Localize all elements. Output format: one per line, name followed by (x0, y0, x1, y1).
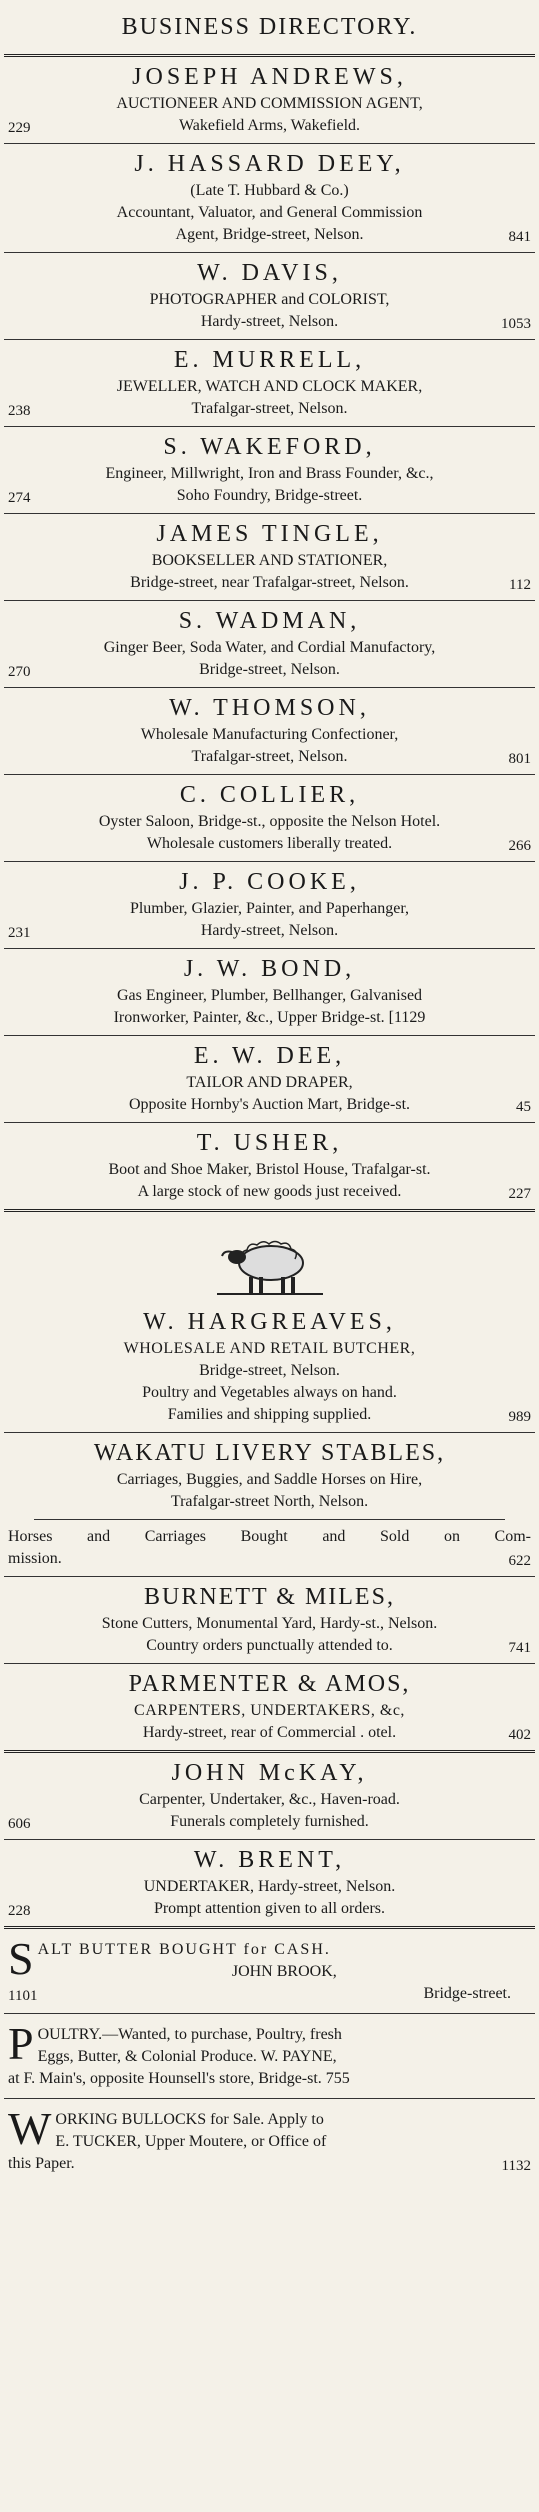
ad-number: 238 (8, 403, 31, 419)
ad-line: Soho Foundry, Bridge-street. (176, 487, 363, 504)
ad-title: J. HASSARD DEEY, (134, 151, 405, 177)
ad-line: Funerals completely furnished. (170, 1813, 369, 1830)
ad-line: Gas Engineer, Plumber, Bellhanger, Galvanised (116, 987, 423, 1004)
ad-salt-butter (0, 1929, 539, 2013)
ad-number: 622 (508, 1553, 531, 1569)
ad-title: JOHN McKAY, (171, 1760, 368, 1786)
ad-listing (0, 427, 539, 513)
drop-cap: W (8, 2103, 52, 2154)
ad-line: TAILOR AND DRAPER, (186, 1074, 353, 1091)
ad-wakatu (0, 1433, 539, 1576)
ad-line: Plumber, Glazier, Painter, and Paperhanger, (129, 900, 410, 917)
ad-line: AUCTIONEER AND COMMISSION AGENT, (116, 95, 423, 112)
ad-line: Country orders punctually attended to. (146, 1637, 393, 1654)
ad-number: 45 (516, 1099, 531, 1115)
ad-number: 402 (508, 1727, 531, 1743)
ad-number: 266 (508, 838, 531, 854)
ad-line: Hardy-street, rear of Commercial . otel. (142, 1724, 397, 1741)
ad-title: BURNETT & MILES, (144, 1584, 395, 1610)
business-listings (0, 57, 539, 1212)
ad-title: WAKATU LIVERY STABLES, (93, 1440, 446, 1466)
ad-title: W. BRENT, (193, 1847, 346, 1873)
ad-number: 741 (508, 1640, 531, 1656)
ad-brent (0, 1840, 539, 1926)
ad-line: (Late T. Hubbard & Co.) (190, 182, 349, 199)
ad-title: W. HARGREAVES, (143, 1309, 396, 1335)
ad-listing (0, 949, 539, 1035)
ad-title: PARMENTER & AMOS, (128, 1671, 411, 1697)
ad-line: Bridge-street. (423, 1985, 511, 2002)
divider (34, 1519, 505, 1520)
ad-listing (0, 862, 539, 948)
ad-listing (0, 1123, 539, 1209)
ad-line: Wholesale customers liberally treated. (146, 835, 393, 852)
ad-line: Horses and Carriages Bought and Sold on Com- (8, 1528, 531, 1545)
ad-listing (0, 514, 539, 600)
ad-line: Eggs, Butter, & Colonial Produce. W. PAYNE, (37, 2048, 337, 2065)
ad-number: 227 (508, 1186, 531, 1202)
ad-line: Boot and Shoe Maker, Bristol House, Trafalgar-st. (108, 1161, 431, 1178)
drop-cap: S (8, 1933, 34, 1984)
ad-line: ORKING BULLOCKS for Sale. Apply to (55, 2111, 324, 2128)
ad-line: Trafalgar-street, Nelson. (191, 400, 348, 417)
ad-title: S. WAKEFORD, (163, 434, 376, 460)
ad-line: Stone Cutters, Monumental Yard, Hardy-st., Nelson. (101, 1615, 438, 1632)
ad-line: UNDERTAKER, Hardy-street, Nelson. (143, 1878, 396, 1895)
ad-line: Prompt attention given to all orders. (153, 1900, 386, 1917)
ad-line: Accountant, Valuator, and General Commission (116, 204, 423, 221)
ad-line: Wholesale Manufacturing Confectioner, (140, 726, 399, 743)
ad-bullocks (0, 2099, 539, 2183)
ad-line: at F. Main's, opposite Hounsell's store, Bridge-st. 755 (8, 2070, 350, 2087)
ad-title: W. THOMSON, (169, 695, 370, 721)
ad-mckay (0, 1753, 539, 1839)
ad-title: S. WADMAN, (178, 608, 361, 634)
ad-line: JEWELLER, WATCH AND CLOCK MAKER, (116, 378, 423, 395)
ad-line: CARPENTERS, UNDERTAKERS, &c, (134, 1702, 405, 1719)
ad-line: this Paper. (8, 2155, 75, 2172)
ad-number: 228 (8, 1903, 31, 1919)
ad-listing (0, 601, 539, 687)
ad-line: Trafalgar-street North, Nelson. (170, 1493, 369, 1510)
ad-line: Oyster Saloon, Bridge-st., opposite the Nelson Hotel. (98, 813, 441, 830)
ad-line: OULTRY.—Wanted, to purchase, Poultry, fresh (37, 2026, 342, 2043)
ad-title: JOSEPH ANDREWS, (132, 64, 407, 90)
ad-listing (0, 775, 539, 861)
ad-listing (0, 57, 539, 143)
ad-listing (0, 253, 539, 339)
ad-line: Carpenter, Undertaker, &c., Haven-road. (139, 1791, 400, 1808)
ad-listing (0, 144, 539, 252)
ad-line: Trafalgar-street, Nelson. (191, 748, 348, 765)
ad-number: 989 (508, 1409, 531, 1425)
ad-number: 606 (8, 1816, 31, 1832)
ad-parmenter (0, 1664, 539, 1750)
ad-title: C. COLLIER, (179, 782, 360, 808)
drop-cap: P (8, 2018, 34, 2069)
ad-line: Bridge-street, Nelson. (199, 661, 340, 678)
ad-title: E. MURRELL, (173, 347, 366, 373)
ad-line: Poultry and Vegetables always on hand. (142, 1384, 397, 1401)
ad-number: 1132 (501, 2158, 531, 2174)
ad-line: Opposite Hornby's Auction Mart, Bridge-st. (128, 1096, 411, 1113)
ad-line: BOOKSELLER AND STATIONER, (151, 552, 388, 569)
ad-number: 231 (8, 925, 31, 941)
ad-listing (0, 1036, 539, 1122)
ad-title: J. W. BOND, (183, 956, 356, 982)
ad-line: PHOTOGRAPHER and COLORIST, (149, 291, 390, 308)
ad-number: 112 (509, 577, 531, 593)
ad-number: 229 (8, 120, 31, 136)
ad-number: 1053 (501, 316, 531, 332)
ad-poultry (0, 2014, 539, 2098)
ad-title: J. P. COOKE, (179, 869, 360, 895)
ad-line: JOHN BROOK, (231, 1963, 337, 1980)
ad-burnett (0, 1577, 539, 1663)
ad-line: Engineer, Millwright, Iron and Brass Founder, &c., (105, 465, 434, 482)
ad-title: JAMES TINGLE, (156, 521, 383, 547)
ad-line: Wakefield Arms, Wakefield. (178, 117, 361, 134)
ad-line: E. TUCKER, Upper Moutere, or Office of (55, 2133, 327, 2150)
ad-line: Bridge-street, near Trafalgar-street, Nelson. (130, 574, 409, 591)
ad-listing (0, 340, 539, 426)
ad-line: A large stock of new goods just received. (137, 1183, 402, 1200)
ad-line: ALT BUTTER BOUGHT for CASH. (37, 1941, 331, 1958)
ad-line: Ironworker, Painter, &c., Upper Bridge-st. [1129 (113, 1009, 426, 1026)
ad-number: 270 (8, 664, 31, 680)
ad-number: 801 (508, 751, 531, 767)
ad-line: Carriages, Buggies, and Saddle Horses on Hire, (116, 1471, 423, 1488)
ad-line: WHOLESALE AND RETAIL BUTCHER, (123, 1340, 416, 1357)
ad-hargreaves (0, 1212, 539, 1432)
ad-title: E. W. DEE, (193, 1043, 346, 1069)
ad-title: T. USHER, (196, 1130, 343, 1156)
ad-number: 841 (508, 229, 531, 245)
ad-title: W. DAVIS, (197, 260, 342, 286)
ad-number: 274 (8, 490, 31, 506)
ad-line: Agent, Bridge-street, Nelson. (175, 226, 364, 243)
ad-line: Hardy-street, Nelson. (200, 922, 339, 939)
directory-title: BUSINESS DIRECTORY. (121, 14, 418, 40)
ad-line: Hardy-street, Nelson. (200, 313, 339, 330)
ad-line: Bridge-street, Nelson. (199, 1362, 340, 1379)
ad-line: Families and shipping supplied. (167, 1406, 372, 1423)
sheep-icon (8, 1216, 531, 1306)
ad-line: mission. (8, 1550, 62, 1567)
ad-number: 1101 (8, 1988, 38, 2004)
ad-line: Ginger Beer, Soda Water, and Cordial Manufactory, (103, 639, 436, 656)
ad-listing (0, 688, 539, 774)
